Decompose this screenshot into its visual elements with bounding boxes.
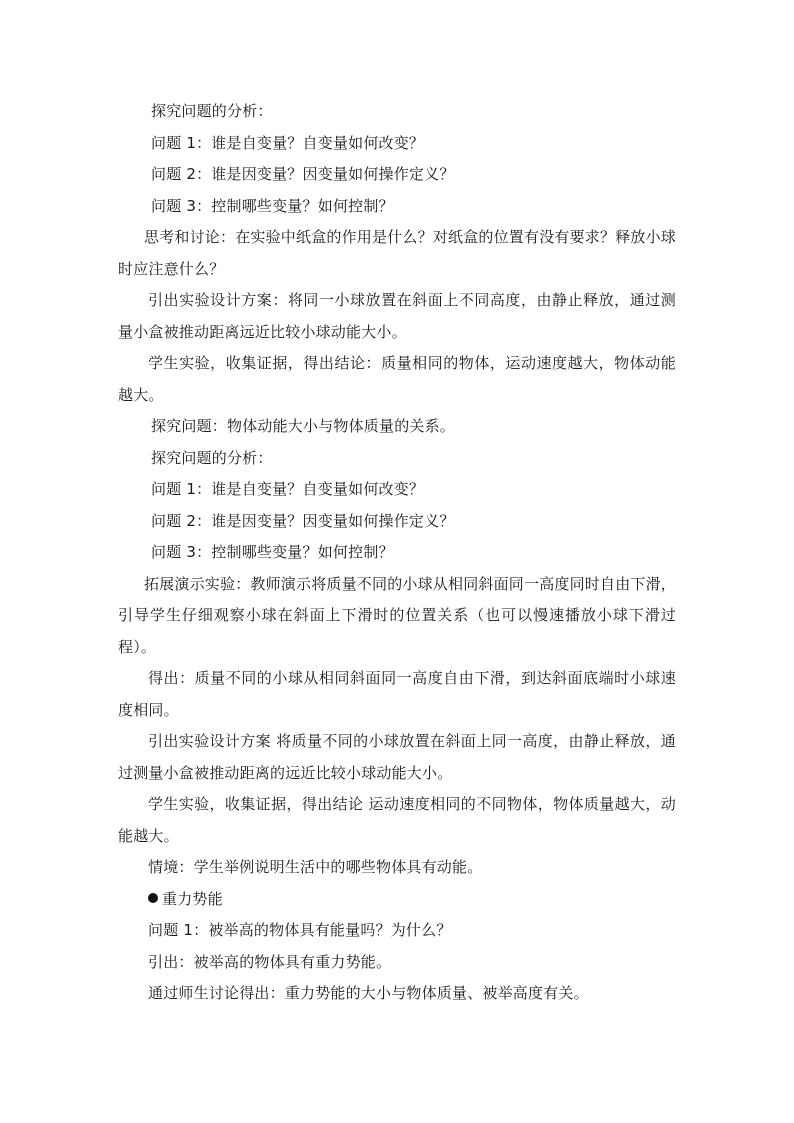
paragraph-question-1: 问题 1：谁是自变量？自变量如何改变？ bbox=[151, 133, 425, 152]
paragraph-situation: 情境：学生举例说明生活中的哪些物体具有动能。 bbox=[148, 858, 483, 876]
paragraph-experiment-conclusion: 学生实验，收集证据，得出结论：质量相同的物体，运动速度越大，物体动能越大。 bbox=[118, 354, 676, 404]
bullet-icon bbox=[148, 893, 158, 903]
paragraph-gpe-intro: 引出：被举高的物体具有重力势能。 bbox=[148, 952, 392, 971]
paragraph-question-3: 问题 3：控制哪些变量？如何控制？ bbox=[151, 196, 394, 215]
document-body bbox=[118, 96, 676, 1010]
paragraph-analysis-heading-2: 探究问题的分析： bbox=[151, 448, 273, 467]
paragraph-question-2b: 问题 2：谁是因变量？因变量如何操作定义？ bbox=[151, 511, 455, 530]
paragraph-design-plan: 引出实验设计方案：将同一小球放置在斜面上不同高度，由静止释放，通过测量小盒被推动距离远近比较小球动能大小。 bbox=[118, 291, 676, 341]
paragraph-question-2: 问题 2：谁是因变量？因变量如何操作定义？ bbox=[151, 165, 455, 183]
paragraph-result: 得出：质量不同的小球从相同斜面同一高度自由下滑，到达斜面底端时小球速度相同。 bbox=[118, 669, 676, 719]
paragraph-analysis-heading: 探究问题的分析： bbox=[151, 102, 273, 120]
paragraph-demo-experiment: 拓展演示实验：教师演示将质量不同的小球从相同斜面同一高度同时自由下滑，引导学生仔细观察小球在斜面上下滑时的位置关系（也可以慢速播放小球下滑过程）。 bbox=[118, 574, 677, 656]
paragraph-question-1b: 问题 1：谁是自变量？自变量如何改变？ bbox=[151, 480, 425, 498]
paragraph-gpe-conclusion: 通过师生讨论得出：重力势能的大小与物体质量、被举高度有关。 bbox=[148, 984, 589, 1002]
paragraph-discussion: 思考和讨论：在实验中纸盒的作用是什么？对纸盒的位置有没有要求？释放小球时应注意什么？ bbox=[118, 228, 677, 278]
paragraph-question-3b: 问题 3：控制哪些变量？如何控制？ bbox=[151, 543, 394, 561]
section-heading-gravitational-pe bbox=[118, 884, 676, 916]
paragraph-inquiry-question: 探究问题：物体动能大小与物体质量的关系。 bbox=[151, 417, 456, 435]
paragraph-design-plan-2: 引出实验设计方案 将质量不同的小球放置在斜面上同一高度，由静止释放，通过测量小盒被推动距离的远近比较小球动能大小。 bbox=[118, 732, 676, 782]
section-heading-label: 重力势能 bbox=[162, 889, 223, 908]
paragraph-question-gpe-1: 问题 1：被举高的物体具有能量吗？为什么？ bbox=[148, 921, 452, 939]
paragraph-experiment-conclusion-2: 学生实验，收集证据，得出结论 运动速度相同的不同物体，物体质量越大，动能越大。 bbox=[118, 795, 676, 845]
